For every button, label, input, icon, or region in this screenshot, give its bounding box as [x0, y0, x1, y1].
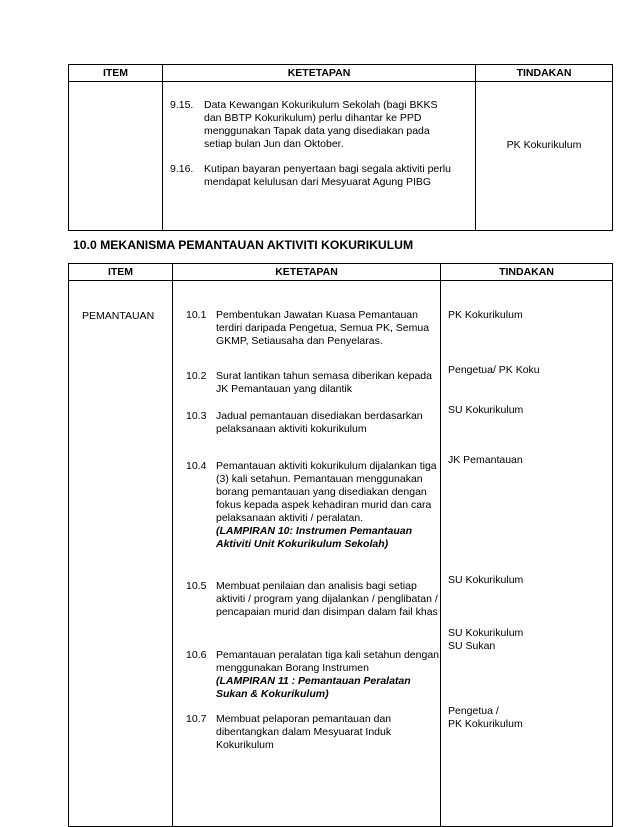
- action-10-6: SU Kokurikulum SU Sukan: [448, 627, 524, 652]
- action-10-7: Pengetua / PK Kokurikulum: [448, 705, 523, 730]
- tindakan-cell: [441, 281, 613, 827]
- row-reference: (LAMPIRAN 11 : Pemantauan Peralatan Sukan & Kokurikulum): [216, 675, 411, 700]
- row-10-7: [186, 713, 440, 752]
- ketetapan-table-9: [68, 64, 613, 231]
- action-10-5: SU Kokurikulum: [448, 574, 524, 586]
- entry-number: 9.16.: [170, 163, 194, 175]
- item-cell: [69, 281, 173, 827]
- row-reference: (LAMPIRAN 10: Instrumen Pemantauan Aktiviti Unit Kokurikulum Sekolah): [216, 525, 413, 550]
- ketetapan-cell: [173, 281, 441, 827]
- action-10-2: Pengetua/ PK Koku: [448, 364, 540, 376]
- table-row: [69, 82, 613, 231]
- row-number: 10.6: [186, 649, 207, 661]
- tindakan-cell: [476, 82, 613, 231]
- row-10-5: [186, 580, 440, 649]
- row-text: Pembentukan Jawatan Kuasa Pemantauan terdiri daripada Pengetua, Semua PK, Semua GKMP, Setiausaha dan Penyelaras.: [216, 309, 430, 347]
- entry-text: Kutipan bayaran penyertaan bagi segala aktiviti perlu mendapat kelulusan dari Mesyuarat Agung PIBG: [204, 163, 451, 188]
- header-ketetapan: KETETAPAN: [173, 264, 441, 281]
- header-ketetapan: KETETAPAN: [163, 65, 476, 82]
- table-row: [69, 281, 613, 827]
- row-10-2: [186, 370, 440, 410]
- header-item: ITEM: [69, 264, 173, 281]
- header-tindakan: TINDAKAN: [441, 264, 613, 281]
- row-text: Membuat penilaian dan analisis bagi setiap aktiviti / program yang dijalankan / penglibatan / pencapaian murid dan disimpan dalam fail khas: [216, 580, 438, 618]
- item-cell: [69, 82, 163, 231]
- row-10-3: [186, 410, 440, 460]
- row-number: 10.4: [186, 460, 207, 472]
- ketetapan-cell: [163, 82, 476, 231]
- action-10-4: JK Pemantauan: [448, 454, 523, 466]
- table-header-row: [69, 65, 613, 82]
- section-heading: 10.0 MEKANISMA PEMANTAUAN AKTIVITI KOKURIKULUM: [73, 238, 414, 252]
- row-number: 10.1: [186, 309, 207, 321]
- row-text: Pemantauan peralatan tiga kali setahun dengan menggunakan Borang Instrumen: [216, 649, 440, 674]
- row-number: 10.3: [186, 410, 207, 422]
- entry-9-15: [170, 99, 475, 151]
- entry-9-16: [170, 163, 475, 189]
- item-label: PEMANTAUAN: [82, 310, 155, 322]
- action-10-3: SU Kokurikulum: [448, 404, 524, 416]
- row-text: Pemantauan aktiviti kokurikulum dijalankan tiga (3) kali setahun. Pemantauan menggunakan borang pemantauan yang disediakan dengan fokus kepada aspek kehadiran murid dan cara pelaksanaan aktiviti / peralatan.: [216, 460, 437, 524]
- row-number: 10.5: [186, 580, 207, 592]
- row-number: 10.7: [186, 713, 207, 725]
- header-item: ITEM: [69, 65, 163, 82]
- row-text: Jadual pemantauan disediakan berdasarkan pelaksanaan aktiviti kokurikulum: [216, 410, 423, 435]
- action-10-1: PK Kokurikulum: [448, 309, 523, 321]
- pemantauan-table: [68, 263, 613, 827]
- action-text: PK Kokurikulum: [506, 139, 582, 151]
- row-number: 10.2: [186, 370, 207, 382]
- row-text: Surat lantikan tahun semasa diberikan kepada JK Pemantauan yang dilantik: [216, 370, 432, 395]
- row-10-1: [186, 309, 440, 370]
- table-header-row: [69, 264, 613, 281]
- header-tindakan: TINDAKAN: [476, 65, 613, 82]
- row-10-6: [186, 649, 440, 713]
- row-10-4: [186, 460, 440, 580]
- entry-number: 9.15.: [170, 99, 194, 111]
- row-text: Membuat pelaporan pemantauan dan dibentangkan dalam Mesyuarat Induk Kokurikulum: [216, 713, 392, 751]
- entry-text: Data Kewangan Kokurikulum Sekolah (bagi BKKS dan BBTP Kokurikulum) perlu dihantar ke PPD menggunakan Tapak data yang disediakan pada setiap bulan Jun dan Oktober.: [204, 99, 438, 150]
